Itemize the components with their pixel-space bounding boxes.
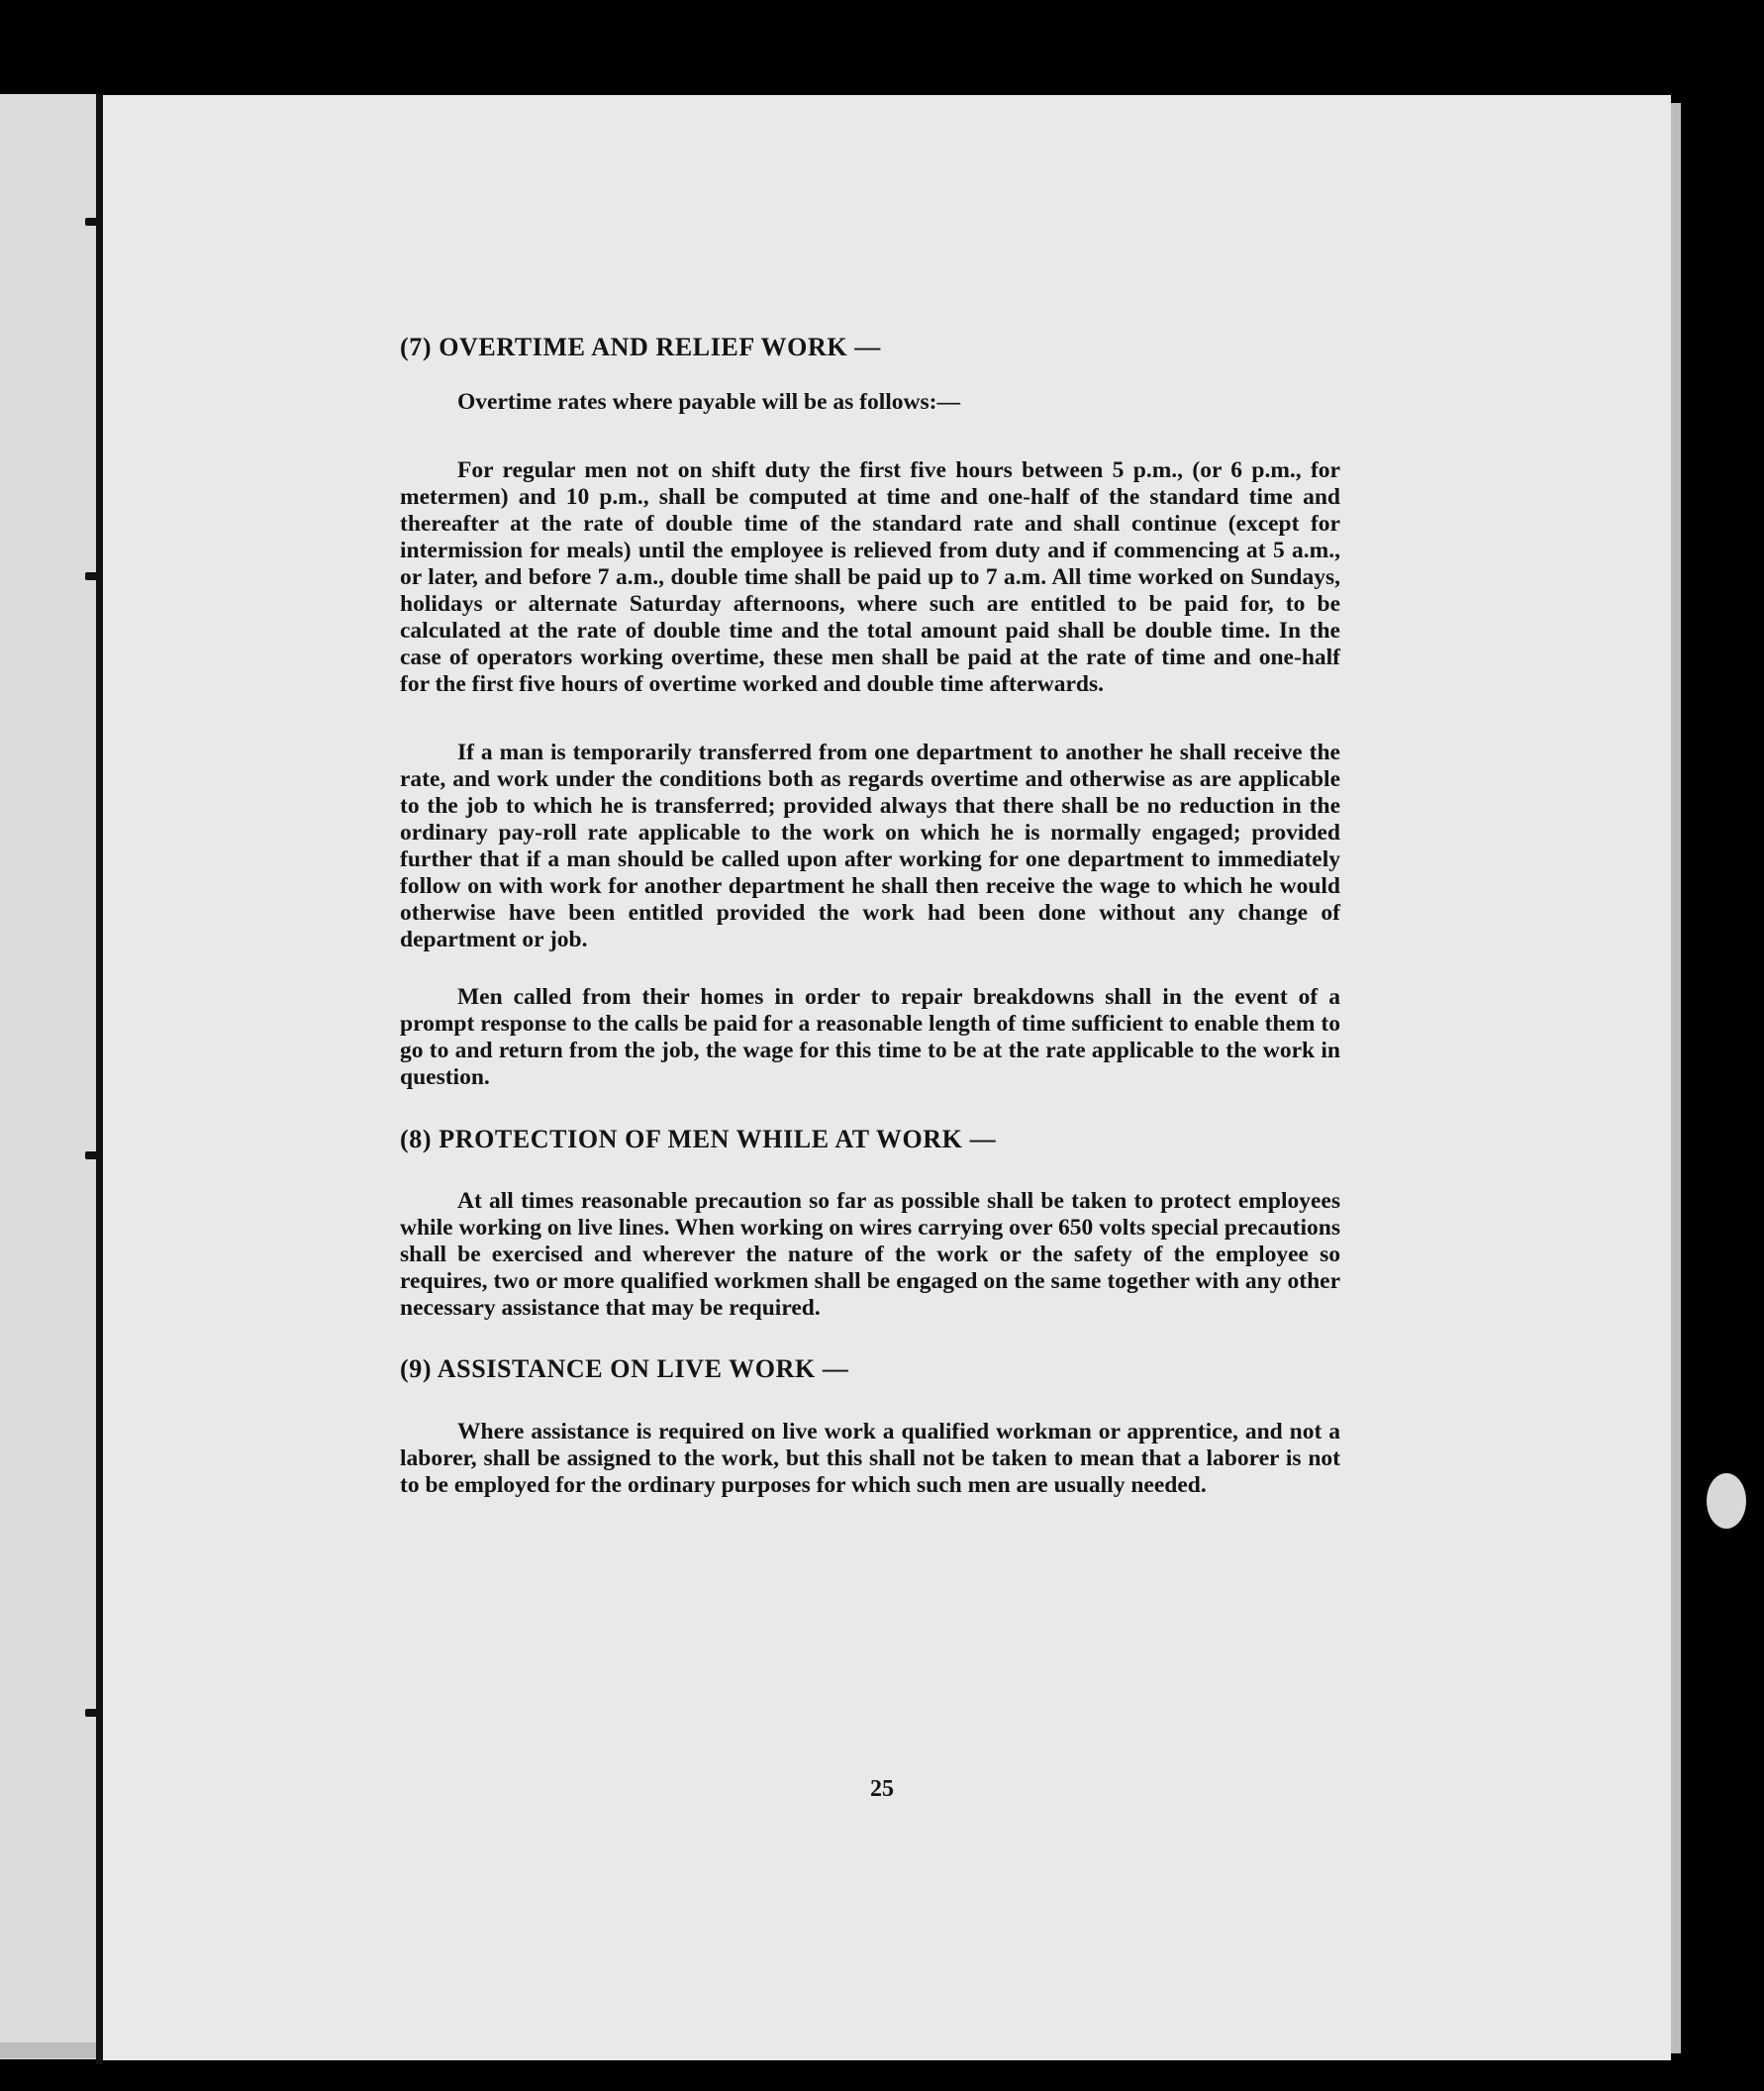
paragraph: At all times reasonable precaution so far as possible shall be taken to protect employees while working on live lines. When working on wires carrying over 650 volts special precautions shall be exercised and wherever the nature of the work or the safety of the employee so requires, two or more qualified workmen shall be engaged on the same together with any other necessary assistance that may be required. — [400, 1188, 1340, 1321]
section-heading: (8) PROTECTION OF MEN WHILE AT WORK — — [400, 1125, 997, 1153]
paragraph: Men called from their homes in order to repair breakdowns shall in the event of a prompt response to the calls be paid for a reasonable length of time sufficient to enable them to go to and return from the job, the wage for this time to be at the rate applicable to the work in question. — [400, 984, 1340, 1090]
paragraph: For regular men not on shift duty the first five hours between 5 p.m., (or 6 p.m., for metermen) and 10 p.m., shall be computed at time and one-half of the standard time and thereafter at the rate of double time of the standard rate and shall continue (except for intermission for meals) until the employee is relieved from duty and if commencing at 5 a.m., or later, and before 7 a.m., double time shall be paid up to 7 a.m. All time worked on Sundays, holidays or alternate Saturday afternoons, where such are entitled to be paid for, to be calculated at the rate of double time and the total amount paid shall be double time. In the case of operators working overtime, these men shall be paid at the rate of time and one-half for the first five hours of overtime worked and double time afterwards. — [400, 457, 1340, 697]
section-heading: (9) ASSISTANCE ON LIVE WORK — — [400, 1354, 849, 1383]
paper-blemish — [1707, 1473, 1746, 1529]
section-overtime-and-relief-work — [400, 333, 1340, 1091]
paragraph: Where assistance is required on live work a qualified workman or apprentice, and not a laborer, shall be assigned to the work, but this shall not be taken to mean that a laborer is not to be employed for the ordinary purposes for which such men are usually needed. — [400, 1419, 1340, 1498]
page-number: 25 — [870, 1776, 894, 1802]
section-assistance-on-live-work — [400, 1354, 1340, 1499]
page-body — [400, 333, 1340, 1499]
facing-page-edge — [0, 94, 101, 2059]
page-right-edge — [1671, 103, 1681, 2053]
facing-page-bottom-edge — [0, 2042, 103, 2058]
paragraph: Overtime rates where payable will be as follows:— — [457, 389, 960, 415]
binding-spine — [96, 94, 103, 2064]
section-heading: (7) OVERTIME AND RELIEF WORK — — [400, 333, 881, 361]
section-protection-of-men — [400, 1125, 1340, 1322]
paragraph: If a man is temporarily transferred from one department to another he shall receive the rate, and work under the conditions both as regards overtime and otherwise as are applicable to the job to which he is transferred; provided always that there shall be no reduction in the ordinary pay-roll rate applicable to the work on which he is normally engaged; provided further that if a man should be called upon after working for one department to immediately follow on with work for another department he shall then receive the wage to which he would otherwise have been entitled provided the work had been done without any change of department or job. — [400, 740, 1340, 952]
